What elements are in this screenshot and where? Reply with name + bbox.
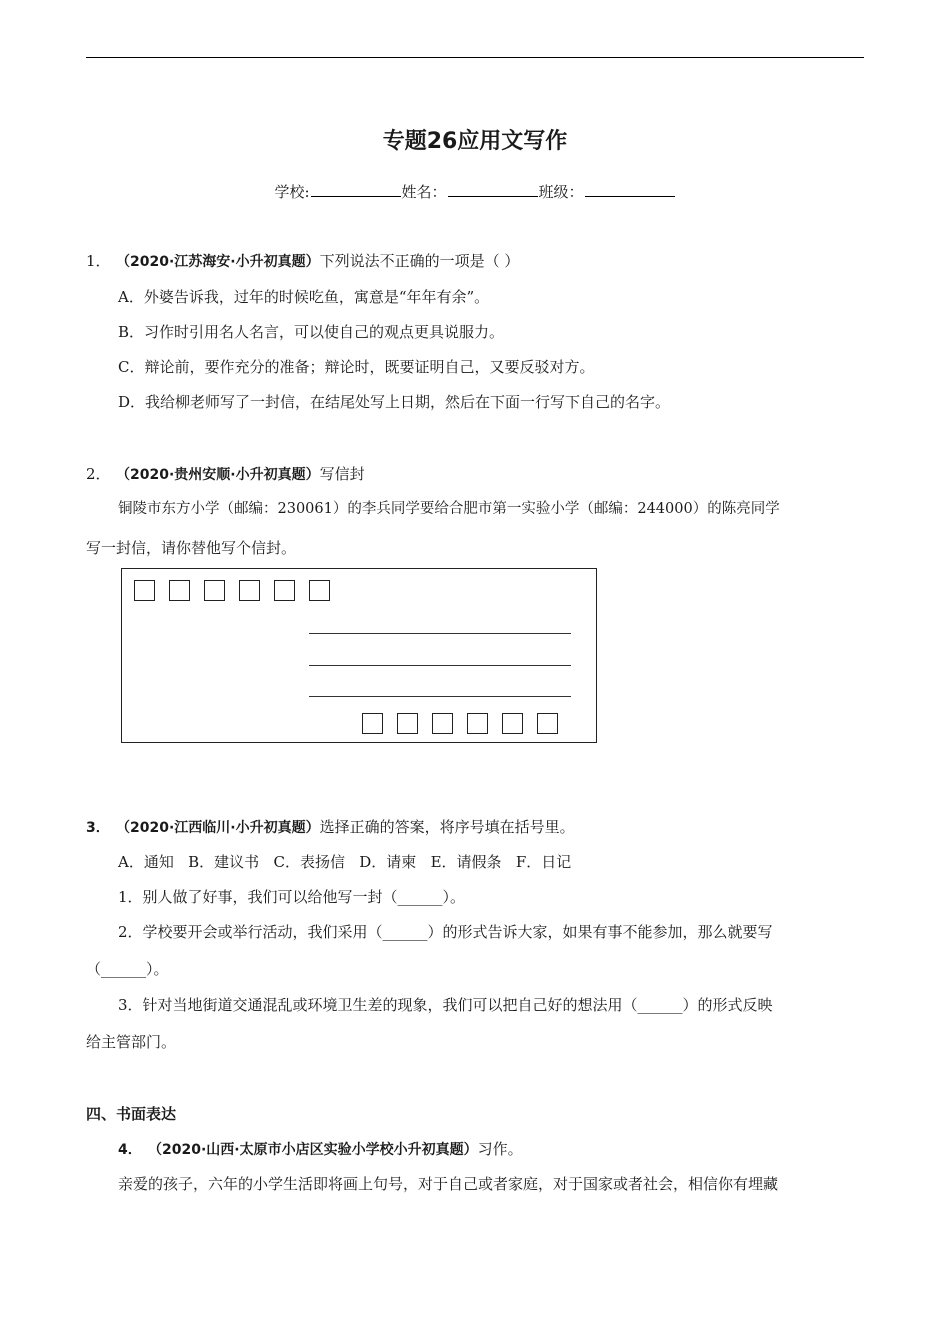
q3-item2-line1: 2．学校要开会或举行活动，我们采用（______）的形式告诉大家，如果有事不能参加，那么就要写	[118, 923, 773, 941]
q3-stem: 选择正确的答案，将序号填在括号里。	[319, 818, 575, 836]
address-line[interactable]	[309, 696, 571, 697]
address-line[interactable]	[309, 665, 571, 666]
envelope-diagram	[121, 568, 597, 743]
section4-heading: 四、书面表达	[86, 1105, 177, 1123]
q4-number: 4．	[118, 1142, 142, 1158]
q3-item2-line2: （______）。	[86, 960, 169, 978]
sender-postcode-box[interactable]	[239, 580, 260, 601]
school-label: 学校:	[274, 183, 310, 201]
q2-body-line1: 铜陵市东方小学（邮编：230061）的李兵同学要给合肥市第一实验小学（邮编：244000）的陈亮同学	[118, 501, 780, 517]
receiver-postcode-box[interactable]	[397, 713, 418, 734]
q3-item3-line1: 3．针对当地街道交通混乱或环境卫生差的现象，我们可以把自己好的想法用（______）的形式反映	[118, 996, 773, 1014]
sender-postcode-box[interactable]	[169, 580, 190, 601]
class-label: 班级：	[538, 183, 584, 201]
q1-stem: 下列说法不正确的一项是（ ）	[319, 252, 520, 270]
q1-option-b: B．习作时引用名人名言，可以使自己的观点更具说服力。	[118, 323, 505, 341]
school-blank[interactable]	[311, 181, 401, 197]
q1-source: （2020·江苏海安·小升初真题）	[116, 254, 320, 270]
q2-stem: 写信封	[319, 465, 365, 483]
name-label: 姓名：	[401, 183, 447, 201]
receiver-postcode-box[interactable]	[362, 713, 383, 734]
class-blank[interactable]	[585, 181, 675, 197]
q4-stem-line	[118, 1139, 523, 1160]
q3-source: （2020·江西临川·小升初真题）	[116, 820, 320, 836]
q1-stem-line	[86, 251, 519, 272]
sender-postcode-box[interactable]	[204, 580, 225, 601]
q1-option-c: C．辩论前，要作充分的准备；辩论时，既要证明自己，又要反驳对方。	[118, 358, 595, 376]
q3-options: A．通知 B．建议书 C．表扬信 D．请柬 E．请假条 F．日记	[118, 853, 572, 871]
q3-item1: 1．别人做了好事，我们可以给他写一封（______）。	[118, 888, 466, 906]
q2-number: 2．	[86, 465, 111, 483]
q3-stem-line	[86, 817, 575, 838]
q2-source: （2020·贵州安顺·小升初真题）	[116, 467, 320, 483]
q2-stem-line	[86, 464, 365, 485]
q1-option-d: D．我给柳老师写了一封信，在结尾处写上日期，然后在下面一行写下自己的名字。	[118, 393, 671, 411]
address-line[interactable]	[309, 633, 571, 634]
sender-postcode-box[interactable]	[274, 580, 295, 601]
student-info-row	[0, 181, 950, 202]
q1-option-a: A．外婆告诉我，过年的时候吃鱼，寓意是“年年有余”。	[118, 288, 490, 306]
receiver-postcode-box[interactable]	[537, 713, 558, 734]
receiver-postcode-box[interactable]	[467, 713, 488, 734]
name-blank[interactable]	[448, 181, 538, 197]
sender-postcode-box[interactable]	[134, 580, 155, 601]
q1-number: 1．	[86, 252, 111, 270]
q2-body-line2: 写一封信，请你替他写个信封。	[86, 539, 297, 557]
receiver-postcode-box[interactable]	[502, 713, 523, 734]
q4-stem: 习作。	[477, 1140, 523, 1158]
q3-number: 3．	[86, 820, 110, 836]
sender-postcode-box[interactable]	[309, 580, 330, 601]
q3-item3-line2: 给主管部门。	[86, 1033, 177, 1051]
header-rule	[86, 57, 864, 58]
receiver-postcode-box[interactable]	[432, 713, 453, 734]
q4-body-line1: 亲爱的孩子，六年的小学生活即将画上句号，对于自己或者家庭，对于国家或者社会，相信你有埋藏	[118, 1175, 779, 1193]
page-title: 专题26应用文写作	[382, 129, 568, 154]
q4-source: （2020·山西·太原市小店区实验小学校小升初真题）	[148, 1142, 478, 1158]
